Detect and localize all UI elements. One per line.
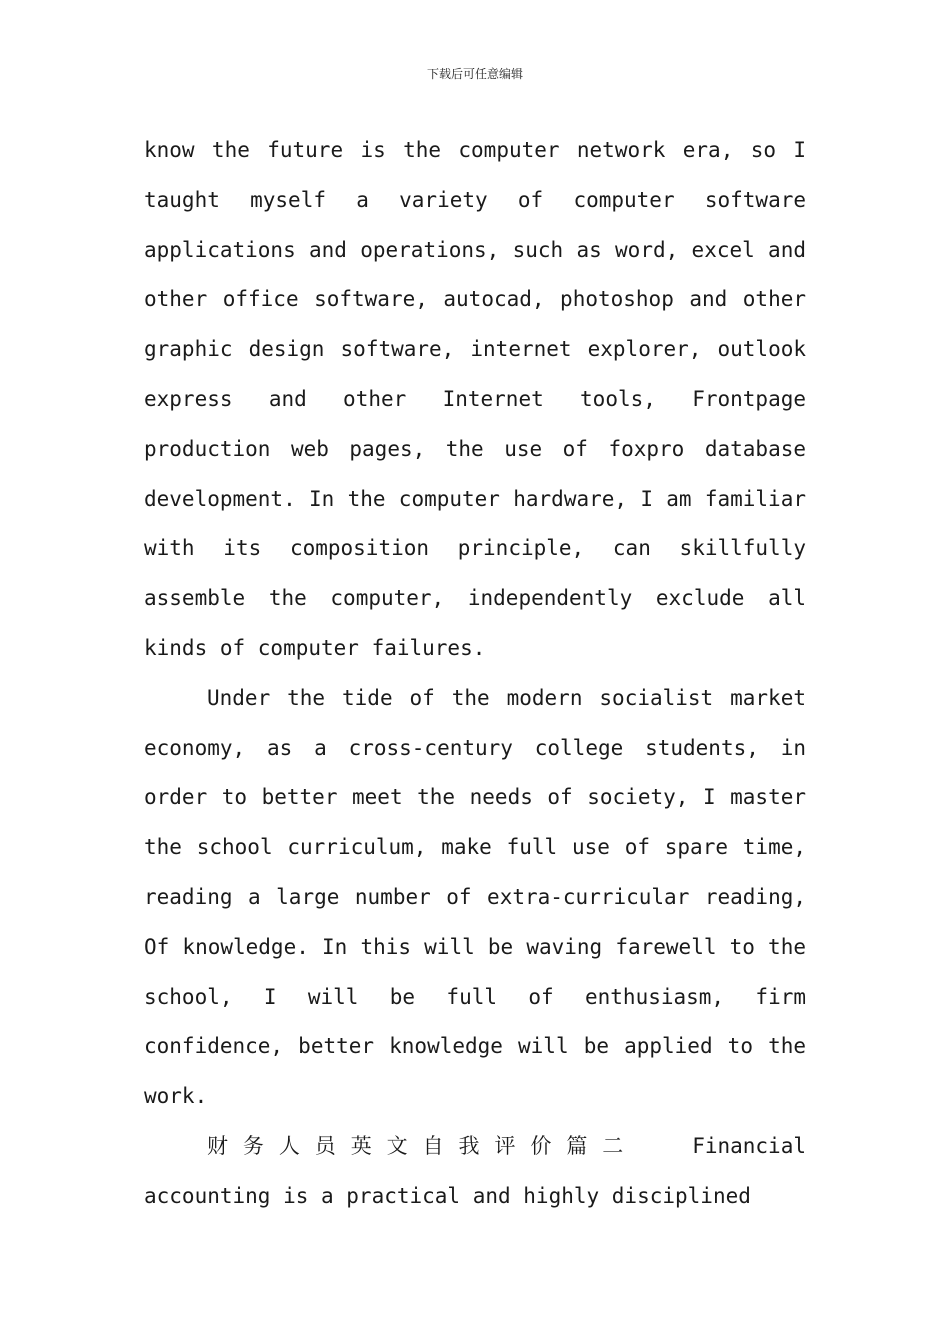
paragraph-market-economy: Under the tide of the modern socialist market economy, as a cross-century college students, in order to better meet the needs of society, I master the school curriculum, make full use of spare time, reading a large number of extra-curricular reading, Of knowledge. In this will be waving farewell to the school, I will be full of enthusiasm, firm confidence, better knowledge will be applied to the work. bbox=[144, 685, 806, 1109]
document-body bbox=[144, 126, 806, 1222]
page-header: 下载后可任意编辑 bbox=[426, 67, 523, 81]
paragraph-financial-text: Financial accounting is a practical and highly disciplined bbox=[144, 1133, 806, 1208]
paragraph-computer-skills: know the future is the computer network era, so I taught myself a variety of computer software applications and operations, such as word, excel and other office software, autocad, photoshop and other graphic design software, internet explorer, outlook express and other Internet tools, Frontpage production web pages, the use of foxpro database development. In the computer hardware, I am familiar with its composition principle, can skillfully assemble the computer, independently exclude all kinds of computer failures. bbox=[144, 138, 806, 660]
paragraph-financial-evaluation bbox=[144, 1122, 806, 1222]
section-heading: 财务人员英文自我评价篇二 bbox=[207, 1133, 639, 1158]
